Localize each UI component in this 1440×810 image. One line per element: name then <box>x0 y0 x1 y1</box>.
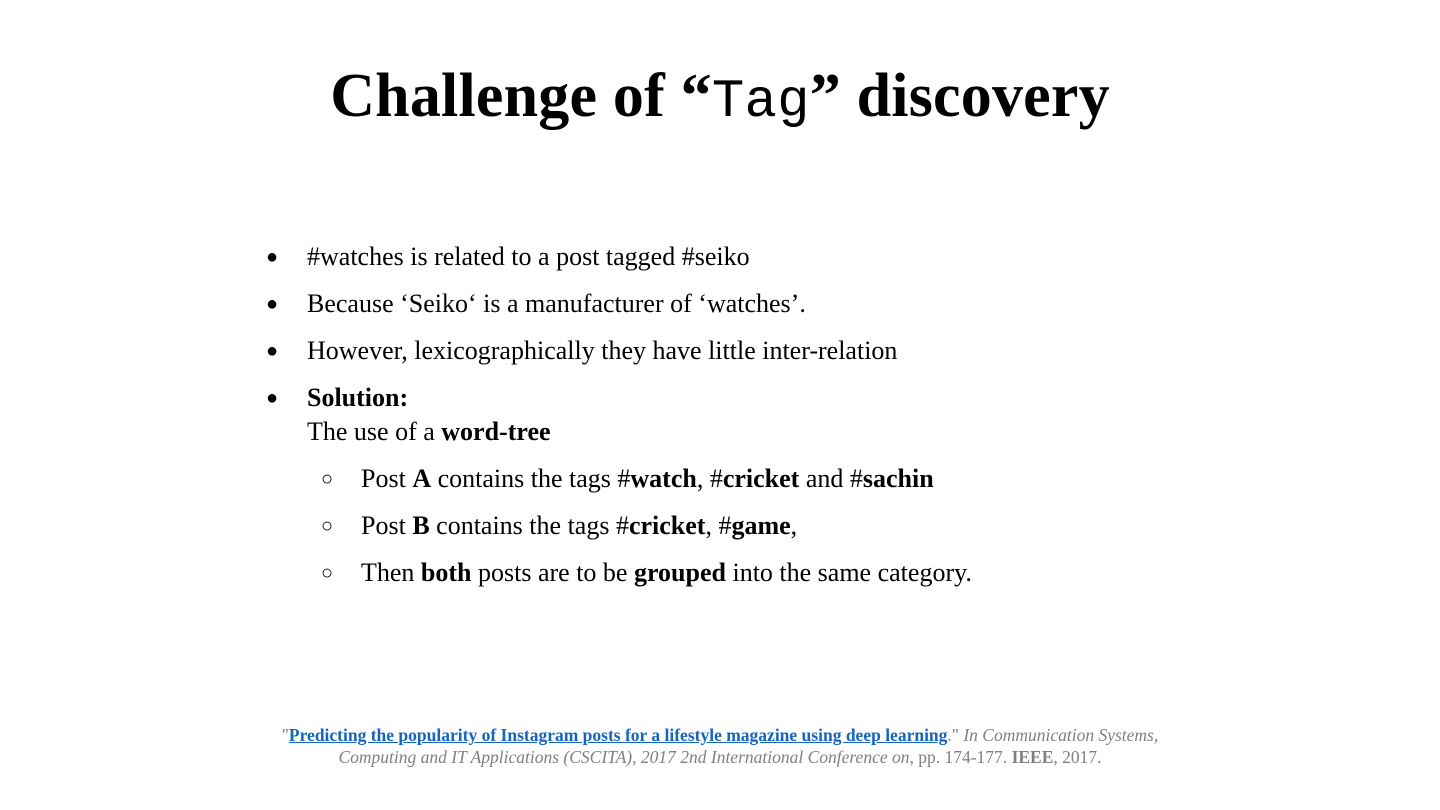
sub-text: , # <box>696 464 723 493</box>
sub-text: posts are to be <box>471 558 634 587</box>
citation-venue-line1: In Communication Systems, <box>963 725 1159 745</box>
sub-text: , <box>790 511 798 540</box>
sub-text: Post <box>361 464 413 493</box>
bullet-dot-icon: ● <box>266 387 279 409</box>
paper-title-link[interactable]: Predicting the popularity of Instagram posts for a lifestyle magazine using deep learning <box>288 725 948 745</box>
sub-bullet-item <box>266 509 1266 543</box>
solution-line-prefix: The use of a <box>307 417 442 446</box>
citation-close-quote: ." <box>947 725 964 745</box>
sub-bullet-item <box>266 462 1266 496</box>
sub-bold: grouped <box>633 558 726 587</box>
citation-year: , 2017. <box>1053 747 1102 767</box>
title-code-word: Tag <box>711 72 810 133</box>
citation-pages: , pp. 174-177. <box>909 747 1012 767</box>
bullet-item-solution <box>266 381 1266 449</box>
citation-open-quote: " <box>281 725 289 745</box>
title-prefix: Challenge of “ <box>330 62 712 130</box>
bullet-dot-icon: ● <box>266 246 279 268</box>
bullet-text: #watches is related to a post tagged #seiko <box>307 242 750 271</box>
sub-text: contains the tags # <box>429 511 629 540</box>
bullet-item <box>266 287 1266 321</box>
sub-bullet-circle-icon: ○ <box>321 562 334 584</box>
sub-bold: cricket <box>722 464 800 493</box>
bullet-text: However, lexicographically they have little inter-relation <box>307 336 898 365</box>
sub-bold: cricket <box>628 511 706 540</box>
bullet-item <box>266 334 1266 368</box>
sub-bold: B <box>412 511 430 540</box>
sub-bold: watch <box>630 464 697 493</box>
solution-heading: Solution: <box>307 383 409 412</box>
bullet-dot-icon: ● <box>266 293 279 315</box>
bullet-dot-icon: ● <box>266 340 279 362</box>
bullet-text: Because ‘Seiko‘ is a manufacturer of ‘watches’. <box>307 289 806 318</box>
sub-bullet-circle-icon: ○ <box>321 468 334 490</box>
bullet-item <box>266 240 1266 274</box>
sub-bold: both <box>420 558 472 587</box>
title-suffix: ” discovery <box>809 62 1110 130</box>
sub-text: , # <box>705 511 732 540</box>
sub-text: into the same category. <box>725 558 972 587</box>
sub-bold: sachin <box>862 464 934 493</box>
slide-title <box>0 58 1440 141</box>
sub-bullet-item <box>266 556 1266 590</box>
solution-line-bold: word-tree <box>441 417 551 446</box>
sub-text: contains the tags # <box>431 464 631 493</box>
sub-bullet-circle-icon: ○ <box>321 515 334 537</box>
bullet-list <box>266 240 1266 590</box>
citation-publisher: IEEE <box>1011 747 1054 767</box>
citation-footer <box>0 724 1440 768</box>
sub-text: and # <box>799 464 863 493</box>
sub-text: Then <box>361 558 421 587</box>
sub-text: Post <box>361 511 413 540</box>
citation-venue-line2: Computing and IT Applications (CSCITA), 2017 2nd International Conference on <box>338 747 910 767</box>
sub-bold: game <box>731 511 791 540</box>
sub-bold: A <box>412 464 432 493</box>
